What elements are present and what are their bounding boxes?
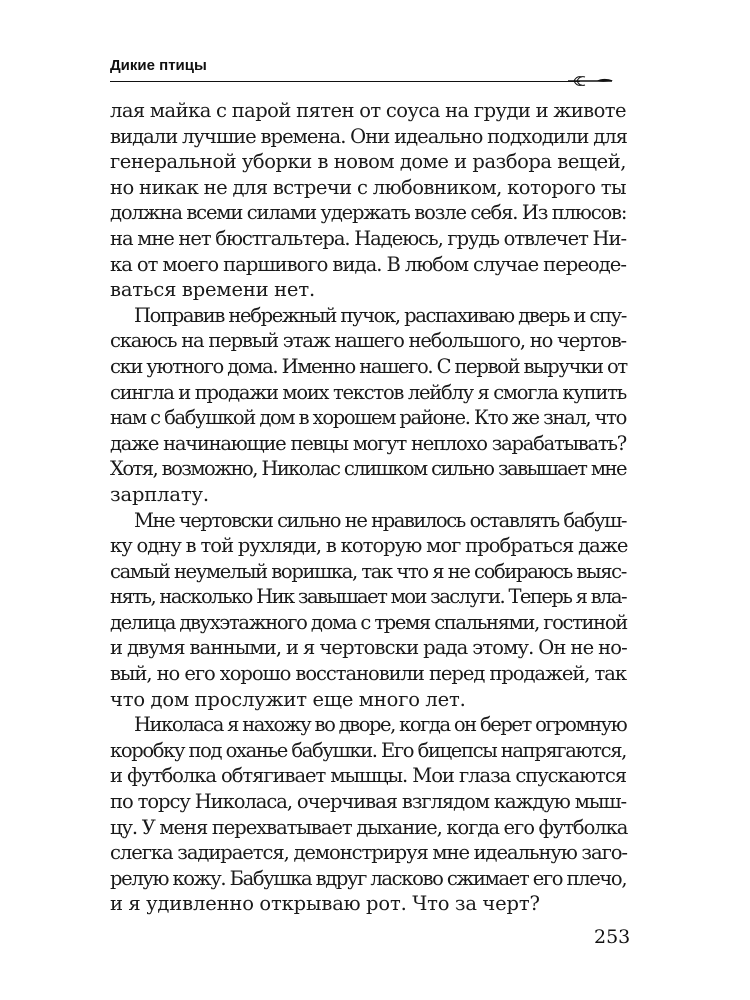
text-line: и футболка обтягивает мышцы. Мои глаза спускаются xyxy=(110,764,626,788)
text-line: Хотя, возможно, Николас слишком сильно завышает мне xyxy=(110,457,626,481)
text-line: и двумя ванными, и я чертовски рада этому. Он не но- xyxy=(110,636,627,660)
text-line: скаюсь на первый этаж нашего небольшого, но чертов- xyxy=(110,329,626,353)
text-line: ка от моего паршивого вида. В любом случае переоде- xyxy=(110,252,626,276)
text-line: самый неумелый воришка, так что я не собираюсь выяс- xyxy=(110,559,626,583)
text-line: вый, но его хорошо восстановили перед продажей, так xyxy=(110,662,626,686)
text-line: зарплату. xyxy=(110,482,209,506)
text-line: что дом прослужит еще много лет. xyxy=(110,687,466,711)
text-line: даже начинающие певцы могут неплохо зарабатывать? xyxy=(110,431,626,455)
text-line: сингла и продажи моих текстов лейблу я смогла купить xyxy=(110,380,626,404)
header-rule xyxy=(110,81,580,82)
text-line: Поправив небрежный пучок, распахиваю дверь и спу- xyxy=(134,303,626,327)
text-line: ку одну в той рухляди, в которую мог пробраться даже xyxy=(110,534,628,558)
running-title: Дикие птицы xyxy=(110,57,207,74)
page-body-text xyxy=(110,98,626,917)
text-line: ски уютного дома. Именно нашего. С первой выручки от xyxy=(110,354,627,378)
text-line: Николаса я нахожу во дворе, когда он берет огромную xyxy=(134,713,627,737)
text-line: на мне нет бюстгальтера. Надеюсь, грудь отвлечет Ни- xyxy=(110,226,626,250)
text-line: по торсу Николаса, очерчивая взглядом каждую мыш- xyxy=(110,790,626,814)
text-line: делица двухэтажного дома с тремя спальнями, гостиной xyxy=(110,610,627,634)
text-line: слегка задирается, демонстрируя мне идеальную заго- xyxy=(110,841,627,865)
page-number: 253 xyxy=(594,926,631,948)
text-line: ваться времени нет. xyxy=(110,278,316,302)
text-line: и я удивленно открываю рот. Что за черт? xyxy=(110,892,540,916)
text-line: лая майка с парой пятен от соуса на груди и животе xyxy=(110,99,626,122)
feather-icon xyxy=(566,72,616,90)
text-line: цу. У меня перехватывает дыхание, когда его футболка xyxy=(110,815,628,839)
text-line: но никак не для встречи с любовником, которого ты xyxy=(110,175,626,199)
text-line: коробку под оханье бабушки. Его бицепсы напрягаются, xyxy=(110,738,626,762)
text-line: видали лучшие времена. Они идеально подходили для xyxy=(110,124,628,148)
text-line: нять, насколько Ник завышает мои заслуги. Теперь я вла- xyxy=(110,585,626,609)
text-line: должна всеми силами удержать возле себя. Из плюсов: xyxy=(110,201,627,225)
text-line: Мне чертовски сильно не нравилось оставлять бабуш- xyxy=(134,508,626,532)
text-line: релую кожу. Бабушка вдруг ласково сжимает его плечо, xyxy=(110,866,627,890)
text-line: нам с бабушкой дом в хорошем районе. Кто же знал, что xyxy=(110,406,626,430)
text-line: генеральной уборки в новом доме и разбора вещей, xyxy=(110,150,626,174)
